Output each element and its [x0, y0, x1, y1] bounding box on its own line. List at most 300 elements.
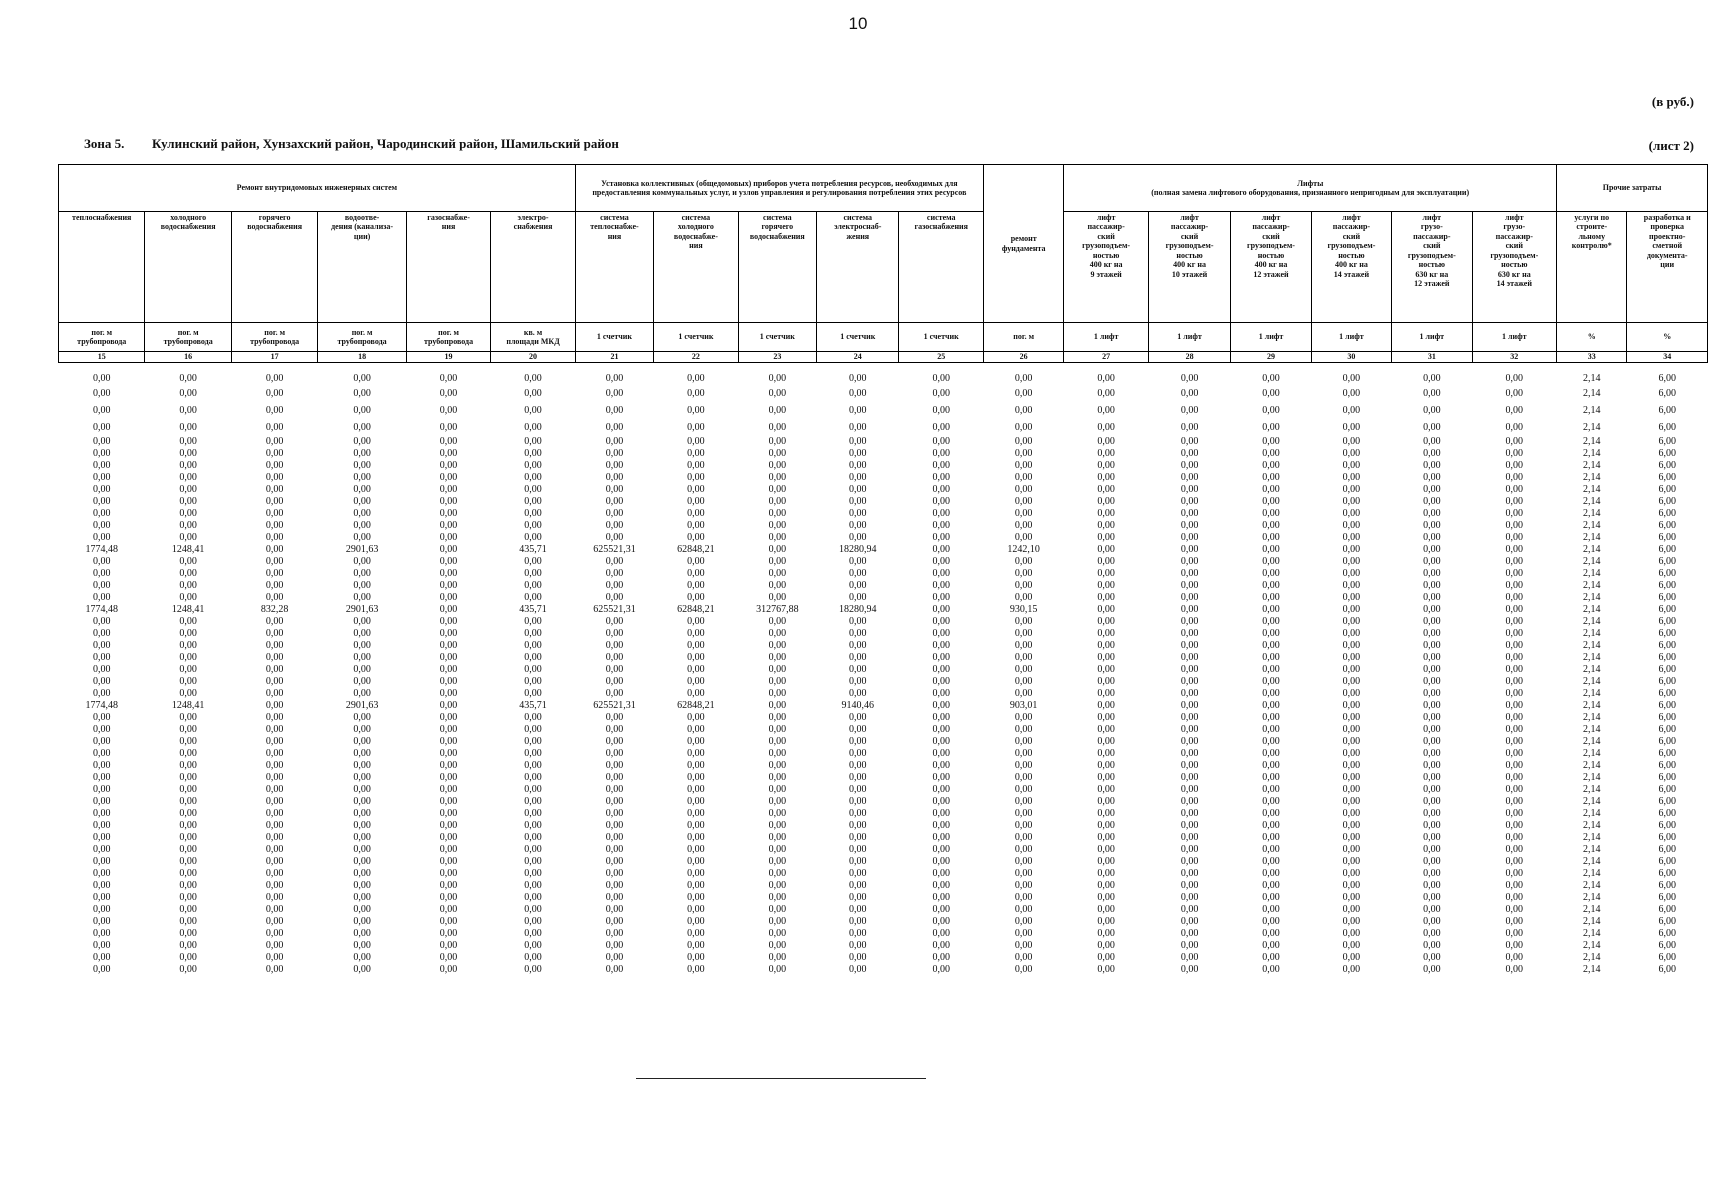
table-cell: 0,00: [932, 700, 950, 711]
unit-cell: пог. м: [983, 323, 1063, 352]
table-cell: 2,14: [1583, 760, 1601, 771]
table-cell: 0,00: [265, 496, 284, 507]
table-cell: 0,00: [1342, 964, 1361, 975]
table-cell: 0,00: [849, 904, 867, 915]
table-cell: 0,00: [265, 736, 284, 747]
table-cell: 0,00: [1180, 520, 1199, 531]
table-cell: 0,00: [179, 532, 197, 543]
table-cell: 0,00: [932, 520, 950, 531]
table-cell: 2,14: [1583, 868, 1601, 879]
table-cell: 0,00: [1342, 436, 1361, 447]
unit-cell: пог. м трубопровода: [406, 323, 490, 352]
table-cell: 0,00: [932, 952, 950, 963]
table-cell: 0,00: [353, 496, 371, 507]
table-cell: 0,00: [1097, 448, 1115, 459]
sheet-label: (лист 2): [1648, 138, 1694, 153]
table-cell: 0,00: [687, 404, 705, 416]
table-cell: 0,00: [1014, 820, 1033, 831]
table-cell: 0,00: [849, 592, 867, 603]
table-cell: 6,00: [1658, 568, 1676, 579]
table-row: [59, 940, 1708, 952]
unit-cell: 1 лифт: [1231, 323, 1311, 352]
table-cell: 0,00: [768, 628, 787, 639]
table-cell: 0,00: [687, 736, 705, 747]
table-cell: 0,00: [849, 616, 867, 627]
table-cell: 0,00: [849, 436, 867, 447]
table-cell: 0,00: [1180, 748, 1199, 759]
table-row: [59, 868, 1708, 880]
table-cell: 0,00: [92, 736, 111, 747]
table-cell: 0,00: [1423, 460, 1441, 471]
table-cell: 0,00: [768, 556, 787, 567]
table-cell: 0,00: [1180, 616, 1199, 627]
table-cell: 0,00: [92, 421, 111, 433]
table-cell: 6,00: [1658, 628, 1676, 639]
table-cell: 0,00: [1423, 820, 1441, 831]
table-cell: 0,00: [932, 436, 950, 447]
table-cell: 0,00: [92, 652, 111, 663]
table-cell: 0,00: [353, 760, 371, 771]
table-cell: 0,00: [768, 880, 787, 891]
table-cell: 6,00: [1658, 964, 1676, 975]
table-cell: 0,00: [1097, 496, 1115, 507]
table-cell: 0,00: [524, 460, 542, 471]
table-cell: 0,00: [932, 928, 950, 939]
table-cell: 0,00: [1505, 532, 1524, 543]
unit-cell: 1 счетчик: [738, 323, 816, 352]
table-cell: 0,00: [1014, 952, 1033, 963]
table-cell: 0,00: [1423, 712, 1441, 723]
table-cell: 0,00: [1097, 688, 1115, 699]
table-cell: 0,00: [1342, 472, 1361, 483]
table-cell: 0,00: [353, 472, 371, 483]
table-cell: 0,00: [179, 928, 197, 939]
table-cell: 0,00: [932, 508, 950, 519]
table-cell: 0,00: [353, 436, 371, 447]
table-cell: 0,00: [353, 676, 371, 687]
table-row: [59, 736, 1708, 748]
table-cell: 0,00: [353, 688, 371, 699]
table-cell: 0,00: [179, 460, 197, 471]
table-cell: 0,00: [353, 712, 371, 723]
table-row: [59, 402, 1708, 419]
table-cell: 0,00: [1423, 724, 1441, 735]
table-cell: 6,00: [1658, 832, 1676, 843]
table-cell: 0,00: [1342, 892, 1361, 903]
table-cell: 0,00: [605, 436, 624, 447]
column-header: система электроснаб- жения: [817, 212, 899, 323]
unit-cell: пог. м трубопровода: [231, 323, 317, 352]
table-cell: 0,00: [179, 724, 197, 735]
table-cell: 0,00: [1423, 520, 1441, 531]
table-cell: 0,00: [1180, 964, 1199, 975]
table-cell: 0,00: [768, 532, 787, 543]
table-cell: 0,00: [439, 820, 458, 831]
table-cell: 0,00: [1014, 808, 1033, 819]
table-cell: 0,00: [849, 652, 867, 663]
table-cell: 435,71: [519, 544, 547, 555]
table-cell: 0,00: [768, 404, 787, 416]
table-cell: 0,00: [1423, 404, 1441, 416]
table-cell: 0,00: [92, 460, 111, 471]
table-cell: 0,00: [92, 404, 111, 416]
column-header: горячего водоснабжения: [231, 212, 317, 323]
table-cell: 0,00: [687, 448, 705, 459]
table-cell: 0,00: [1505, 784, 1524, 795]
column-number: 27: [1064, 352, 1148, 363]
table-cell: 0,00: [849, 928, 867, 939]
table-cell: 0,00: [1180, 568, 1199, 579]
column-number: 26: [983, 352, 1063, 363]
table-cell: 6,00: [1658, 556, 1676, 567]
table-cell: 1248,41: [171, 604, 205, 615]
table-cell: 0,00: [605, 748, 624, 759]
table-cell: 0,00: [687, 676, 705, 687]
table-cell: 0,00: [265, 472, 284, 483]
table-cell: 0,00: [1180, 724, 1199, 735]
table-cell: 0,00: [605, 676, 624, 687]
table-cell: 0,00: [932, 616, 950, 627]
table-cell: 0,00: [524, 472, 542, 483]
table-cell: 0,00: [353, 736, 371, 747]
table-cell: 0,00: [768, 568, 787, 579]
table-cell: 0,00: [849, 796, 867, 807]
table-cell: 0,00: [605, 892, 624, 903]
table-cell: 0,00: [439, 580, 458, 591]
table-cell: 0,00: [1505, 616, 1524, 627]
table-cell: 0,00: [353, 508, 371, 519]
table-cell: 0,00: [265, 373, 284, 384]
table-cell: 0,00: [605, 952, 624, 963]
table-cell: 0,00: [92, 724, 111, 735]
table-cell: 0,00: [524, 880, 542, 891]
table-cell: 6,00: [1658, 592, 1676, 603]
table-cell: 2,14: [1583, 700, 1601, 711]
table-cell: 0,00: [932, 916, 950, 927]
table-cell: 0,00: [179, 916, 197, 927]
table-cell: 2,14: [1583, 496, 1601, 507]
table-cell: 0,00: [768, 580, 787, 591]
table-cell: 0,00: [1014, 448, 1033, 459]
table-cell: 0,00: [605, 484, 624, 495]
table-cell: 0,00: [265, 484, 284, 495]
table-cell: 0,00: [439, 592, 458, 603]
table-cell: 0,00: [92, 808, 111, 819]
table-cell: 0,00: [1180, 820, 1199, 831]
table-cell: 0,00: [265, 508, 284, 519]
table-cell: 0,00: [1180, 664, 1199, 675]
table-cell: 0,00: [1505, 640, 1524, 651]
table-cell: 0,00: [687, 580, 705, 591]
table-cell: 0,00: [439, 496, 458, 507]
table-cell: 0,00: [605, 580, 624, 591]
column-header: электро- снабжения: [491, 212, 575, 323]
table-cell: 0,00: [524, 736, 542, 747]
table-cell: 0,00: [265, 460, 284, 471]
table-cell: 0,00: [687, 892, 705, 903]
table-cell: 0,00: [524, 628, 542, 639]
column-number: 28: [1148, 352, 1230, 363]
table-cell: 0,00: [1505, 760, 1524, 771]
table-cell: 0,00: [439, 484, 458, 495]
table-cell: 0,00: [932, 387, 950, 399]
column-header: водоотве- дения (канализа- ции): [318, 212, 406, 323]
table-cell: 0,00: [179, 772, 197, 783]
zone-districts: Кулинский район, Хунзахский район, Чародинский район, Шамильский район: [152, 136, 619, 151]
table-cell: 0,00: [768, 520, 787, 531]
table-cell: 0,00: [1505, 448, 1524, 459]
table-row: [59, 520, 1708, 532]
table-cell: 0,00: [265, 664, 284, 675]
table-cell: 1774,48: [85, 700, 118, 711]
table-cell: 0,00: [768, 472, 787, 483]
table-cell: 2,14: [1583, 688, 1601, 699]
table-cell: 0,00: [92, 940, 111, 951]
table-cell: 0,00: [605, 532, 624, 543]
table-cell: 0,00: [849, 688, 867, 699]
table-cell: 0,00: [1180, 856, 1199, 867]
table-cell: 9140,46: [841, 700, 874, 711]
table-cell: 0,00: [1342, 664, 1361, 675]
table-cell: 0,00: [1097, 940, 1115, 951]
column-number: 31: [1392, 352, 1472, 363]
table-cell: 0,00: [524, 844, 542, 855]
table-cell: 0,00: [849, 373, 867, 384]
column-header: система горячего водоснабжения: [738, 212, 816, 323]
table-cell: 0,00: [1097, 772, 1115, 783]
table-cell: 0,00: [1262, 520, 1280, 531]
table-cell: 0,00: [1097, 484, 1115, 495]
table-cell: 0,00: [265, 421, 284, 433]
table-cell: 0,00: [439, 928, 458, 939]
table-cell: 0,00: [1423, 916, 1441, 927]
table-cell: 0,00: [849, 640, 867, 651]
table-cell: 0,00: [1423, 664, 1441, 675]
table-cell: 0,00: [1262, 700, 1280, 711]
table-cell: 0,00: [1014, 592, 1033, 603]
table-cell: 0,00: [1342, 508, 1361, 519]
table-cell: 6,00: [1658, 472, 1676, 483]
column-header: система холодного водоснабже- ния: [654, 212, 738, 323]
table-cell: 6,00: [1658, 640, 1676, 651]
unit-cell: 1 лифт: [1311, 323, 1391, 352]
table-cell: 0,00: [92, 964, 111, 975]
bottom-divider: [636, 1078, 926, 1079]
table-cell: 0,00: [1505, 796, 1524, 807]
table-cell: 1242,10: [1007, 544, 1040, 555]
table-cell: 0,00: [524, 724, 542, 735]
table-cell: 2,14: [1583, 472, 1601, 483]
table-cell: 0,00: [849, 484, 867, 495]
table-cell: 0,00: [1342, 421, 1361, 433]
table-cell: 0,00: [768, 928, 787, 939]
table-cell: 0,00: [687, 664, 705, 675]
column-header: лифт пассажир- ский грузоподъем- ностью 400 кг на 14 этажей: [1311, 212, 1391, 323]
table-cell: 2,14: [1583, 520, 1601, 531]
table-cell: 0,00: [92, 496, 111, 507]
table-cell: 0,00: [1505, 496, 1524, 507]
table-cell: 0,00: [179, 820, 197, 831]
table-cell: 2,14: [1583, 748, 1601, 759]
table-cell: 0,00: [768, 676, 787, 687]
table-cell: 0,00: [849, 964, 867, 975]
table-cell: 0,00: [353, 844, 371, 855]
table-row: [59, 604, 1708, 616]
table-cell: 0,00: [849, 460, 867, 471]
table-cell: 6,00: [1658, 580, 1676, 591]
table-cell: 0,00: [1180, 640, 1199, 651]
table-cell: 0,00: [1097, 844, 1115, 855]
table-cell: 0,00: [353, 892, 371, 903]
table-cell: 0,00: [179, 952, 197, 963]
table-cell: 0,00: [1262, 436, 1280, 447]
table-cell: 62848,21: [677, 604, 715, 615]
table-cell: 0,00: [439, 784, 458, 795]
table-cell: 0,00: [849, 844, 867, 855]
table-cell: 0,00: [1262, 868, 1280, 879]
table-cell: 0,00: [605, 880, 624, 891]
table-cell: 0,00: [1262, 616, 1280, 627]
table-cell: 0,00: [1342, 928, 1361, 939]
table-cell: 0,00: [1505, 628, 1524, 639]
table-cell: 0,00: [605, 373, 624, 384]
table-cell: 0,00: [1014, 880, 1033, 891]
table-cell: 0,00: [524, 796, 542, 807]
table-cell: 0,00: [1014, 928, 1033, 939]
table-cell: 0,00: [849, 496, 867, 507]
table-cell: 0,00: [353, 940, 371, 951]
table-cell: 6,00: [1658, 760, 1676, 771]
table-cell: 930,15: [1009, 604, 1038, 615]
table-cell: 0,00: [932, 604, 950, 615]
table-cell: 0,00: [353, 664, 371, 675]
table-cell: 0,00: [1180, 496, 1199, 507]
table-cell: 0,00: [265, 916, 284, 927]
table-cell: 0,00: [1342, 640, 1361, 651]
table-cell: 0,00: [92, 832, 111, 843]
table-cell: 0,00: [1423, 736, 1441, 747]
table-cell: 0,00: [439, 760, 458, 771]
table-cell: 0,00: [932, 532, 950, 543]
table-cell: 0,00: [1423, 904, 1441, 915]
column-number: 33: [1557, 352, 1627, 363]
table-cell: 6,00: [1658, 892, 1676, 903]
table-cell: 0,00: [605, 664, 624, 675]
table-row: [59, 904, 1708, 916]
table-row: [59, 460, 1708, 472]
table-cell: 0,00: [605, 496, 624, 507]
table-cell: 2,14: [1583, 832, 1601, 843]
table-cell: 0,00: [849, 404, 867, 416]
table-cell: 6,00: [1658, 544, 1676, 555]
table-cell: 6,00: [1658, 856, 1676, 867]
table-cell: 0,00: [1180, 484, 1199, 495]
table-cell: 0,00: [849, 856, 867, 867]
table-cell: 0,00: [524, 568, 542, 579]
table-cell: 0,00: [1342, 544, 1361, 555]
table-cell: 0,00: [768, 592, 787, 603]
table-cell: 0,00: [92, 712, 111, 723]
table-cell: 0,00: [439, 844, 458, 855]
table-cell: 6,00: [1658, 436, 1676, 447]
table-cell: 0,00: [179, 688, 197, 699]
table-cell: 0,00: [849, 868, 867, 879]
table-cell: 0,00: [439, 448, 458, 459]
table-cell: 6,00: [1658, 604, 1676, 615]
table-cell: 0,00: [1342, 652, 1361, 663]
table-cell: 0,00: [179, 628, 197, 639]
table-cell: 0,00: [439, 772, 458, 783]
table-cell: 0,00: [1014, 387, 1033, 399]
column-header: холодного водоснабжения: [145, 212, 231, 323]
table-cell: 0,00: [439, 712, 458, 723]
table-cell: 0,00: [768, 712, 787, 723]
table-cell: 0,00: [768, 820, 787, 831]
table-cell: 0,00: [524, 404, 542, 416]
table-cell: 0,00: [932, 880, 950, 891]
table-cell: 0,00: [1423, 568, 1441, 579]
table-cell: 0,00: [265, 748, 284, 759]
table-cell: 6,00: [1658, 616, 1676, 627]
table-cell: 0,00: [768, 964, 787, 975]
table-cell: 0,00: [687, 532, 705, 543]
table-cell: 0,00: [1505, 421, 1524, 433]
table-cell: 0,00: [932, 640, 950, 651]
table-cell: 0,00: [179, 904, 197, 915]
table-cell: 0,00: [1262, 772, 1280, 783]
table-row: [59, 724, 1708, 736]
table-row: [59, 484, 1708, 496]
table-cell: 0,00: [353, 568, 371, 579]
table-cell: 0,00: [179, 421, 197, 433]
table-cell: 0,00: [524, 868, 542, 879]
table-cell: 0,00: [932, 892, 950, 903]
table-cell: 0,00: [1262, 832, 1280, 843]
table-cell: 0,00: [1505, 604, 1524, 615]
table-cell: 0,00: [439, 868, 458, 879]
column-number: 25: [899, 352, 984, 363]
column-number: 16: [145, 352, 231, 363]
table-cell: 0,00: [179, 496, 197, 507]
table-cell: 0,00: [768, 421, 787, 433]
table-cell: 6,00: [1658, 404, 1676, 416]
column-number: 29: [1231, 352, 1311, 363]
table-cell: 0,00: [1262, 820, 1280, 831]
table-cell: 0,00: [1505, 856, 1524, 867]
table-cell: 18280,94: [839, 544, 877, 555]
table-cell: 0,00: [1262, 952, 1280, 963]
table-cell: 0,00: [1342, 688, 1361, 699]
table-cell: 0,00: [524, 856, 542, 867]
table-cell: 0,00: [1262, 748, 1280, 759]
table-cell: 0,00: [1262, 448, 1280, 459]
table-cell: 2,14: [1583, 904, 1601, 915]
table-cell: 0,00: [353, 724, 371, 735]
table-cell: 0,00: [687, 820, 705, 831]
table-cell: 0,00: [1014, 856, 1033, 867]
table-cell: 6,00: [1658, 868, 1676, 879]
table-cell: 0,00: [1505, 904, 1524, 915]
table-cell: 0,00: [1505, 472, 1524, 483]
table-cell: 0,00: [265, 616, 284, 627]
table-cell: 0,00: [265, 640, 284, 651]
table-cell: 2,14: [1583, 916, 1601, 927]
table-cell: 0,00: [932, 421, 950, 433]
table-cell: 0,00: [1097, 832, 1115, 843]
table-cell: 0,00: [265, 556, 284, 567]
table-cell: 0,00: [768, 724, 787, 735]
table-cell: 0,00: [849, 580, 867, 591]
